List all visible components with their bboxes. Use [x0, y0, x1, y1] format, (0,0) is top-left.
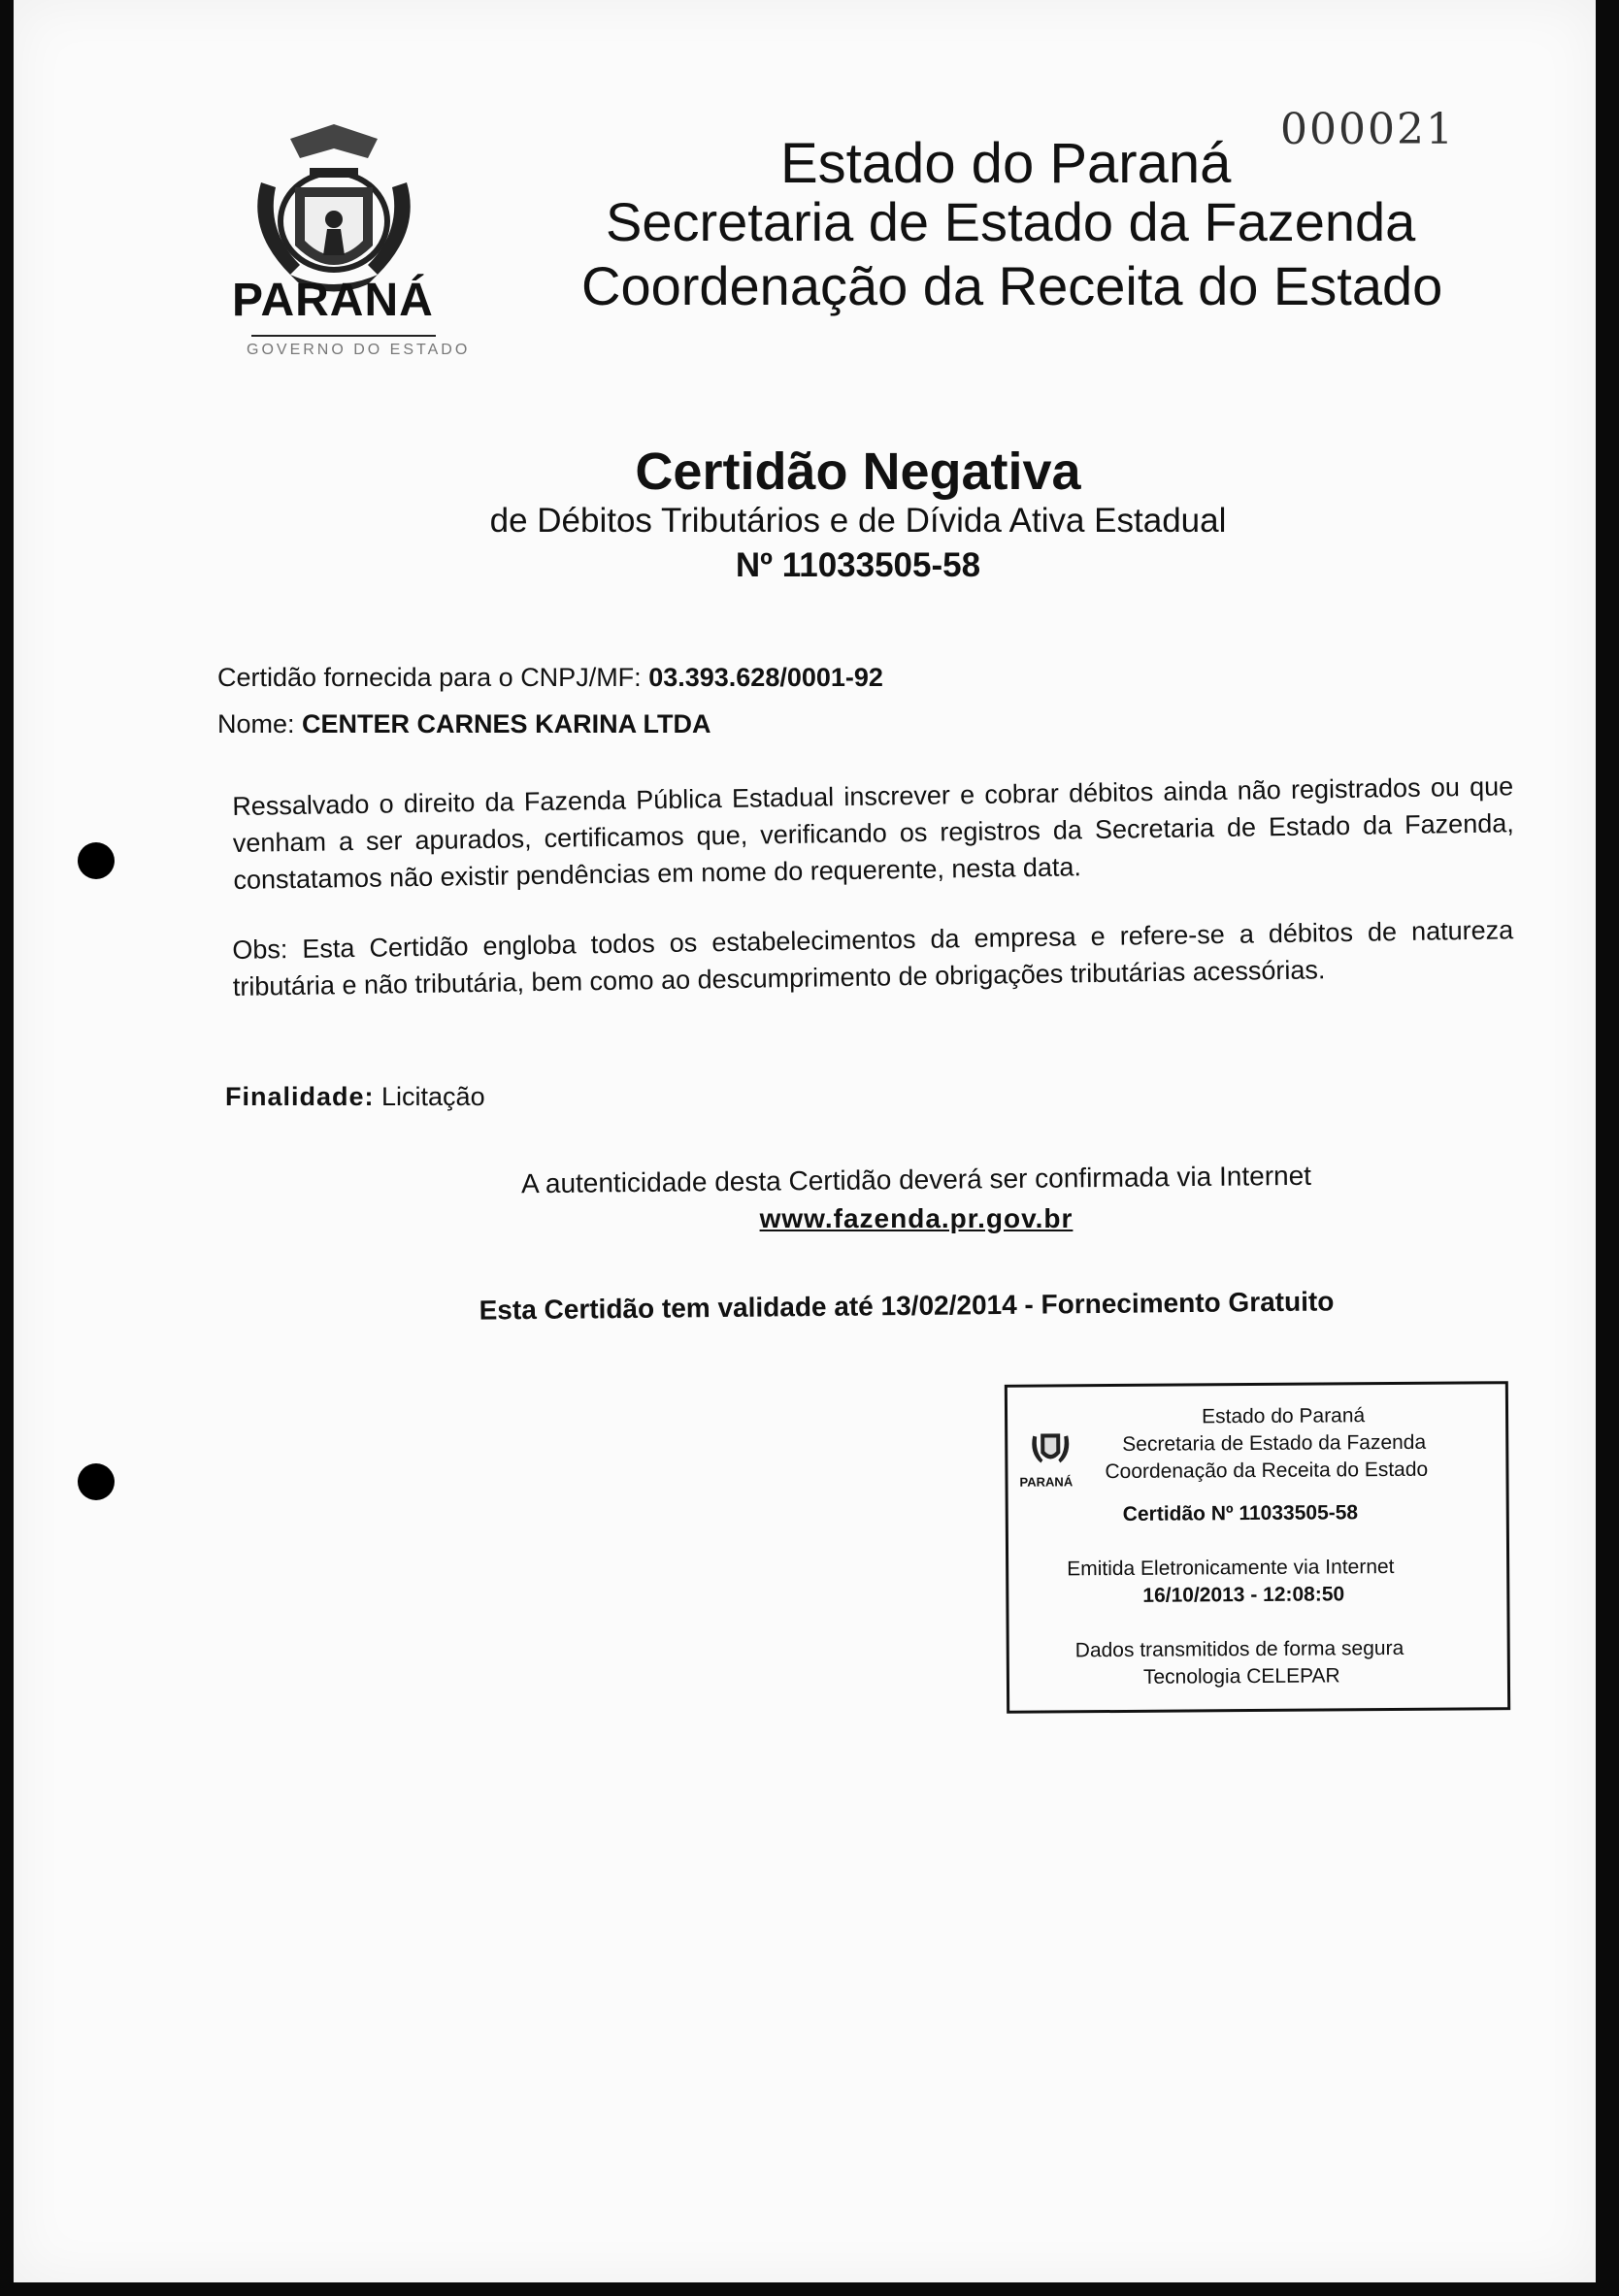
name-line	[217, 706, 711, 741]
stamp-certificate-number: Certidão Nº 11033505-58	[1122, 1501, 1359, 1525]
document-title: Certidão Negativa	[635, 443, 1081, 501]
validity-text: Esta Certidão tem validade até 13/02/2014 - Fornecimento Gratuito	[479, 1286, 1335, 1326]
purpose-line	[225, 1079, 485, 1114]
document-page	[14, 0, 1596, 2282]
punch-hole-bottom	[78, 1463, 115, 1500]
stamp-datetime: 16/10/2013 - 12:08:50	[1142, 1583, 1345, 1607]
stamp-emblem-label: PARANÁ	[1019, 1474, 1074, 1490]
header-secretariat: Secretaria de Estado da Fazenda	[606, 191, 1416, 252]
stamp-state: Estado do Paraná	[1201, 1404, 1366, 1428]
cnpj-label: Certidão fornecida para o CNPJ/MF:	[217, 663, 642, 692]
page-number: 000021	[1280, 105, 1455, 154]
cnpj-value: 03.393.628/0001-92	[648, 663, 883, 692]
stamp-technology: Tecnologia CELEPAR	[1142, 1664, 1340, 1689]
name-label: Nome:	[217, 709, 295, 738]
observation-paragraph: Obs: Esta Certidão engloba todos os estabelecimentos da empresa e refere-se a débitos de natureza tributária e não tributária, bem como ao descumprimento de obrigações tributárias acessórias.	[232, 915, 1514, 1001]
stamp-issued: Emitida Eletronicamente via Internet	[1067, 1556, 1395, 1581]
stamp-secretariat: Secretaria de Estado da Fazenda	[1122, 1430, 1427, 1456]
emblem-divider	[251, 335, 436, 337]
header-state: Estado do Paraná	[780, 132, 1232, 195]
name-value: CENTER CARNES KARINA LTDA	[302, 709, 711, 738]
purpose-label: Finalidade:	[225, 1082, 375, 1111]
stamp-coordination: Coordenação da Receita do Estado	[1105, 1458, 1429, 1484]
punch-hole-top	[78, 842, 115, 879]
stamp-secure: Dados transmitidos de forma segura	[1074, 1636, 1404, 1662]
purpose-value: Licitação	[381, 1082, 485, 1111]
emblem-label: PARANÁ	[232, 275, 434, 326]
parana-mini-crest-icon	[1027, 1427, 1074, 1470]
certificate-number: Nº 11033505-58	[735, 546, 981, 584]
cnpj-line	[217, 660, 883, 695]
certification-paragraph: Ressalvado o direito da Fazenda Pública Estadual inscrever e cobrar débitos ainda não registrados ou que venham a ser apurados, certificamos que, verificando os registros da Secretaria de Estado da Fazenda, constatamos não existir pendências em nome do requerente, nesta data.	[232, 771, 1514, 895]
document-subtitle: de Débitos Tributários e de Dívida Ativa Estadual	[489, 502, 1227, 540]
electronic-stamp	[1005, 1381, 1510, 1714]
emblem-subtitle: GOVERNO DO ESTADO	[247, 342, 471, 358]
authenticity-link[interactable]: www.fazenda.pr.gov.br	[759, 1203, 1074, 1233]
authenticity-text: A autenticidade desta Certidão deverá ser confirmada via Internet	[520, 1160, 1312, 1199]
header-coordination: Coordenação da Receita do Estado	[581, 255, 1443, 316]
